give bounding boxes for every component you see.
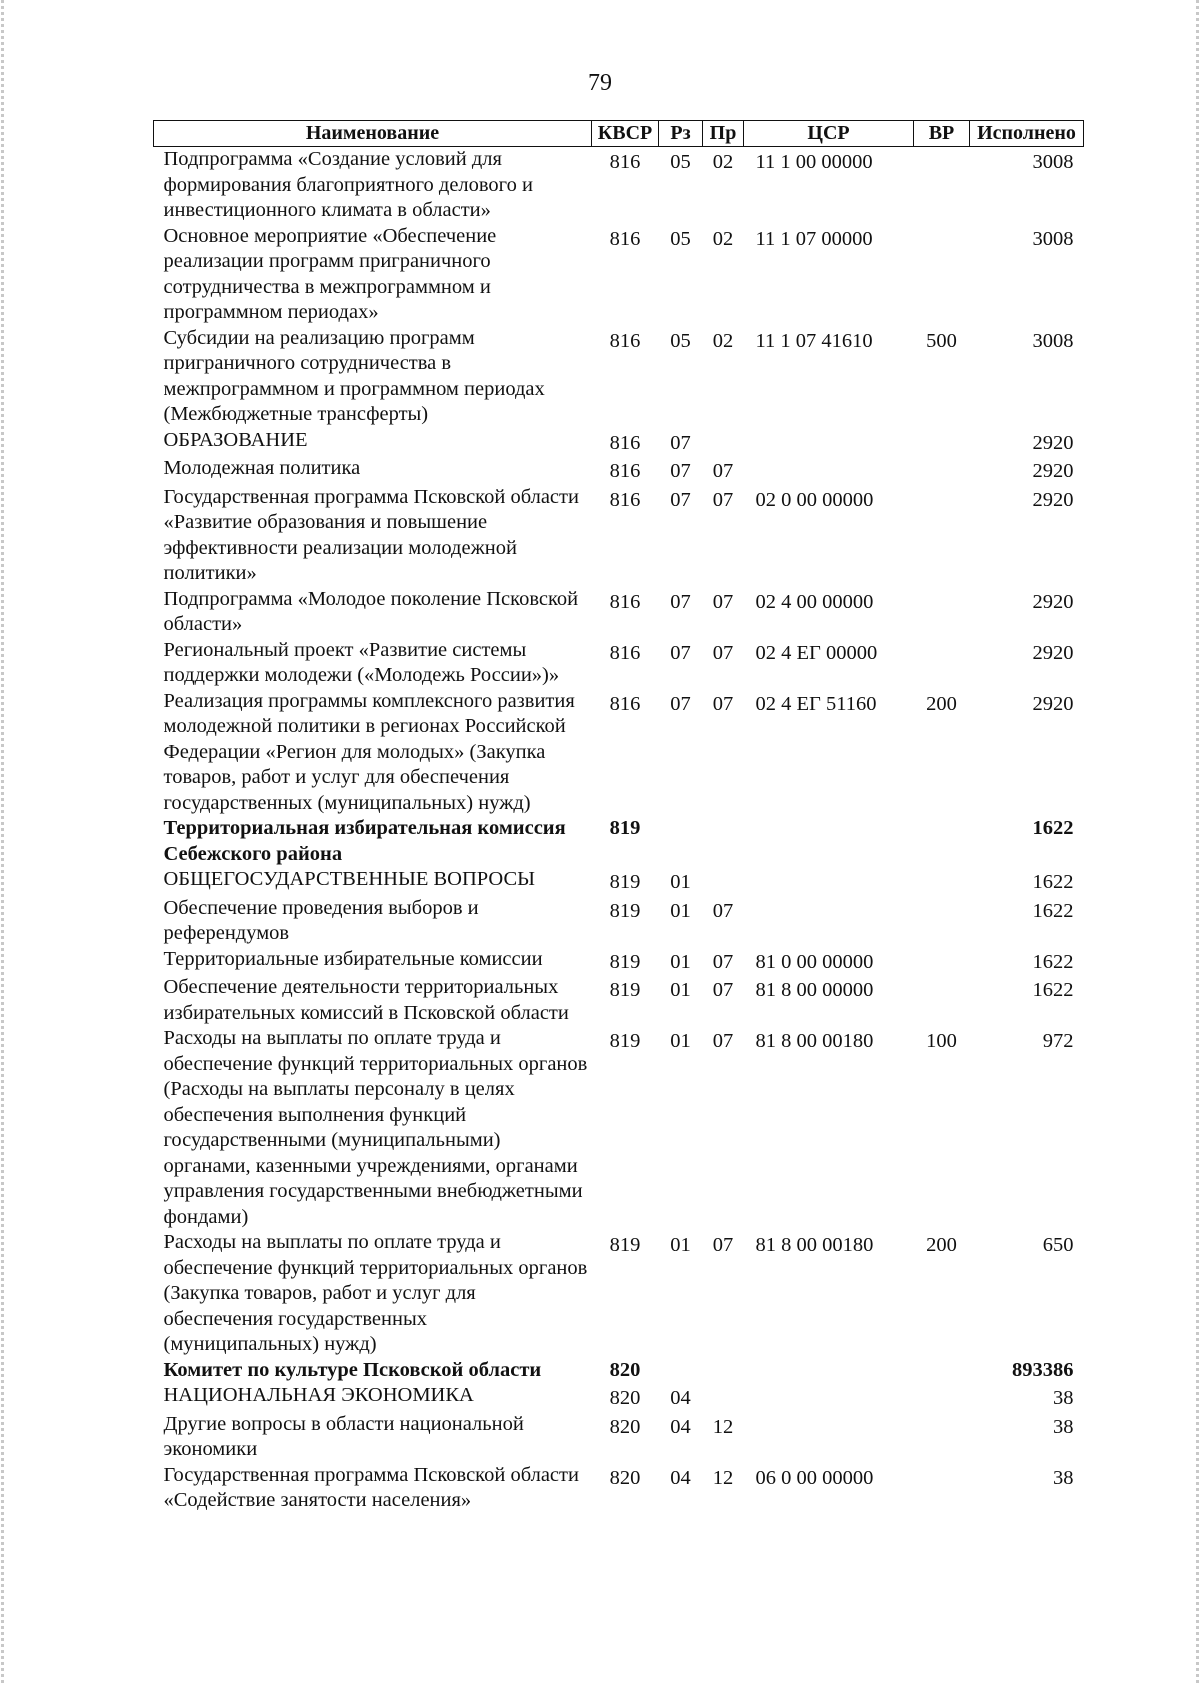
cell-name: Обеспечение деятельности территориальных избирательных комиссий в Псковской области	[163, 976, 569, 1024]
cell-kvsr: 820	[609, 1415, 641, 1438]
header-kvsr: КВСР	[592, 121, 659, 147]
cell-rz	[659, 1358, 703, 1384]
cell-done: 2920	[1032, 641, 1074, 664]
cell-kvsr: 819	[609, 817, 641, 839]
cell-pr: 07	[712, 460, 734, 482]
cell-vr	[914, 1463, 970, 1514]
cell-csr: 11 1 00 00000	[755, 151, 873, 173]
cell-kvsr: 816	[609, 692, 641, 715]
cell-pr: 02	[712, 329, 734, 352]
cell-kvsr: 816	[609, 227, 641, 250]
cell-done: 650	[1042, 1234, 1074, 1256]
cell-csr: 02 4 00 00000	[755, 590, 874, 613]
cell-pr	[703, 816, 744, 867]
cell-done: 1622	[1032, 871, 1074, 893]
cell-rz: 07	[670, 641, 691, 664]
cell-rz: 05	[670, 329, 691, 352]
cell-vr	[914, 1412, 970, 1463]
cell-done: 3008	[1032, 329, 1074, 352]
cell-done: 38	[1053, 1387, 1074, 1409]
cell-kvsr: 816	[609, 488, 641, 511]
cell-done: 3008	[1032, 227, 1074, 250]
cell-vr	[914, 1358, 970, 1384]
cell-done: 38	[1053, 1415, 1074, 1438]
cell-vr	[914, 1383, 970, 1412]
cell-kvsr: 820	[609, 1466, 641, 1489]
cell-name: Другие вопросы в области национальной экономики	[163, 1412, 524, 1460]
cell-name: Реализация программы комплексного развития молодежной политики в регионах Российской Федерации «Регион для молодых» (Закупка товаров, работ и услуг для обеспечения государственных (муниципальных) нужд)	[163, 689, 575, 814]
cell-vr	[914, 587, 970, 638]
cell-done: 972	[1042, 1030, 1074, 1052]
cell-vr	[914, 224, 970, 326]
cell-pr: 07	[712, 1030, 734, 1052]
cell-csr: 11 1 07 41610	[755, 329, 873, 352]
cell-kvsr: 816	[609, 329, 641, 352]
cell-name: Молодежная политика	[163, 457, 361, 479]
table-row	[154, 587, 1084, 638]
cell-rz: 07	[670, 692, 691, 715]
cell-name: Территориальные избирательные комиссии	[163, 947, 543, 970]
cell-vr	[914, 638, 970, 689]
cell-vr: 200	[926, 1234, 957, 1256]
cell-csr	[744, 1383, 914, 1412]
table-row	[154, 1383, 1084, 1412]
cell-done: 3008	[1032, 151, 1074, 173]
cell-name: Подпрограмма «Создание условий для формирования благоприятного делового и инвестиционного климата в области»	[163, 148, 533, 221]
cell-pr	[703, 428, 744, 457]
header-csr: ЦСР	[744, 121, 914, 147]
scan-edge-right	[1196, 0, 1199, 1686]
cell-csr: 06 0 00 00000	[755, 1466, 874, 1489]
cell-name: Государственная программа Псковской области «Развитие образования и повышение эффективности реализации молодежной политики»	[163, 485, 579, 584]
cell-vr	[914, 867, 970, 896]
cell-csr	[744, 456, 914, 485]
cell-csr: 81 8 00 00000	[755, 979, 874, 1001]
cell-rz: 01	[670, 899, 691, 922]
cell-name: ОБРАЗОВАНИЕ	[163, 428, 308, 451]
cell-csr: 02 4 ЕГ 00000	[755, 641, 878, 664]
cell-kvsr: 816	[609, 460, 641, 482]
cell-vr: 200	[926, 692, 957, 715]
table-row	[154, 147, 1084, 224]
cell-done: 2920	[1032, 590, 1074, 613]
cell-rz: 07	[670, 431, 691, 454]
table-row	[154, 1358, 1084, 1384]
cell-rz: 04	[670, 1387, 691, 1409]
cell-vr	[914, 947, 970, 976]
cell-done: 2920	[1032, 488, 1074, 511]
cell-name: Расходы на выплаты по оплате труда и обеспечение функций территориальных органов (Расходы на выплаты персоналу в целях обеспечения выполнения функций государственными (муниципальными) органами, казенными учреждениями, органами управления государственными внебюджетными фондами)	[163, 1027, 588, 1228]
cell-kvsr: 820	[609, 1358, 641, 1381]
cell-pr: 07	[712, 950, 734, 973]
table-row	[154, 1463, 1084, 1514]
budget-table	[153, 120, 1084, 1514]
cell-csr: 02 0 00 00000	[755, 488, 874, 511]
header-vr: ВР	[914, 121, 970, 147]
cell-kvsr: 819	[609, 899, 641, 922]
cell-pr: 02	[712, 151, 734, 173]
cell-csr: 02 4 ЕГ 51160	[755, 692, 877, 715]
cell-kvsr: 816	[609, 151, 641, 173]
cell-done: 893386	[1012, 1358, 1074, 1381]
cell-vr: 100	[926, 1030, 957, 1052]
cell-done: 2920	[1032, 460, 1074, 482]
cell-rz: 07	[670, 488, 691, 511]
cell-pr	[703, 867, 744, 896]
cell-pr: 02	[712, 227, 734, 250]
cell-kvsr: 816	[609, 431, 641, 454]
cell-kvsr: 819	[609, 871, 641, 893]
table-row	[154, 326, 1084, 428]
cell-rz: 01	[670, 1030, 691, 1052]
table-row	[154, 485, 1084, 587]
table-row	[154, 456, 1084, 485]
cell-pr	[703, 1358, 744, 1384]
cell-name: ОБЩЕГОСУДАРСТВЕННЫЕ ВОПРОСЫ	[163, 868, 536, 890]
cell-pr: 07	[712, 641, 734, 664]
table-row	[154, 638, 1084, 689]
cell-name: Подпрограмма «Молодое поколение Псковской области»	[163, 587, 579, 635]
cell-kvsr: 816	[609, 590, 641, 613]
cell-vr	[914, 147, 970, 224]
cell-rz: 01	[670, 979, 691, 1001]
cell-rz: 01	[670, 1234, 691, 1256]
cell-csr	[744, 816, 914, 867]
cell-kvsr: 820	[609, 1387, 641, 1409]
cell-name: Региональный проект «Развитие системы поддержки молодежи («Молодежь России»)»	[163, 638, 560, 686]
cell-name: Территориальная избирательная комиссия Себежского района	[163, 817, 566, 865]
cell-csr	[744, 896, 914, 947]
cell-done: 1622	[1032, 817, 1074, 839]
cell-pr: 07	[712, 979, 734, 1001]
cell-rz: 05	[670, 151, 691, 173]
cell-done: 1622	[1032, 979, 1074, 1001]
table-row	[154, 224, 1084, 326]
cell-vr	[914, 896, 970, 947]
cell-name: Основное мероприятие «Обеспечение реализации программ приграничного сотрудничества в межпрограммном и программном периодах»	[163, 224, 497, 323]
cell-kvsr: 816	[609, 641, 641, 664]
table-row	[154, 816, 1084, 867]
cell-csr: 81 0 00 00000	[755, 950, 874, 973]
table-row	[154, 975, 1084, 1026]
cell-pr: 07	[712, 590, 734, 613]
cell-vr	[914, 975, 970, 1026]
cell-rz: 07	[670, 460, 691, 482]
cell-pr: 12	[712, 1415, 734, 1438]
cell-rz: 07	[670, 590, 691, 613]
cell-csr	[744, 428, 914, 457]
cell-name: Государственная программа Псковской области «Содействие занятости населения»	[163, 1463, 579, 1511]
cell-csr: 81 8 00 00180	[755, 1030, 874, 1052]
scan-edge-left	[1, 0, 4, 1686]
cell-kvsr: 819	[609, 950, 641, 973]
table-row	[154, 947, 1084, 976]
cell-kvsr: 819	[609, 979, 641, 1001]
cell-name: Расходы на выплаты по оплате труда и обеспечение функций территориальных органов (Закупка товаров, работ и услуг для обеспечения государственных (муниципальных) нужд)	[163, 1231, 588, 1355]
cell-name: Комитет по культуре Псковской области	[163, 1358, 542, 1381]
cell-kvsr: 819	[609, 1234, 641, 1256]
cell-vr	[914, 428, 970, 457]
cell-done: 2920	[1032, 431, 1074, 454]
cell-csr	[744, 1412, 914, 1463]
cell-pr: 07	[712, 899, 734, 922]
cell-rz	[659, 816, 703, 867]
cell-vr	[914, 485, 970, 587]
table-header-row	[154, 121, 1084, 147]
cell-vr: 500	[926, 329, 957, 352]
cell-rz: 04	[670, 1466, 691, 1489]
cell-pr: 12	[712, 1466, 734, 1489]
cell-csr	[744, 867, 914, 896]
cell-vr	[914, 456, 970, 485]
table-row	[154, 867, 1084, 896]
table-row	[154, 896, 1084, 947]
table-body	[154, 147, 1084, 1514]
cell-pr: 07	[712, 488, 734, 511]
cell-rz: 04	[670, 1415, 691, 1438]
table-row	[154, 1412, 1084, 1463]
cell-csr: 11 1 07 00000	[755, 227, 873, 250]
table-row	[154, 1230, 1084, 1358]
cell-name: НАЦИОНАЛЬНАЯ ЭКОНОМИКА	[163, 1384, 474, 1406]
header-pr: Пр	[703, 121, 744, 147]
cell-csr	[744, 1358, 914, 1384]
cell-rz: 01	[670, 950, 691, 973]
cell-rz: 05	[670, 227, 691, 250]
cell-pr	[703, 1383, 744, 1412]
page-number: 79	[588, 70, 612, 96]
table-row	[154, 428, 1084, 457]
cell-done: 1622	[1032, 950, 1074, 973]
cell-vr	[914, 816, 970, 867]
cell-done: 2920	[1032, 692, 1074, 715]
cell-pr: 07	[712, 1234, 734, 1256]
header-rz: Рз	[659, 121, 703, 147]
table-row	[154, 689, 1084, 817]
cell-name: Субсидии на реализацию программ приграничного сотрудничества в межпрограммном и программном периодах (Межбюджетные трансферты)	[163, 326, 545, 425]
cell-done: 1622	[1032, 899, 1074, 922]
cell-pr: 07	[712, 692, 734, 715]
cell-done: 38	[1053, 1466, 1074, 1489]
table-row	[154, 1026, 1084, 1230]
cell-csr: 81 8 00 00180	[755, 1234, 874, 1256]
cell-rz: 01	[670, 871, 691, 893]
header-done: Исполнено	[970, 121, 1084, 147]
cell-name: Обеспечение проведения выборов и референдумов	[163, 896, 479, 944]
cell-kvsr: 819	[609, 1030, 641, 1052]
header-name: Наименование	[154, 121, 592, 147]
